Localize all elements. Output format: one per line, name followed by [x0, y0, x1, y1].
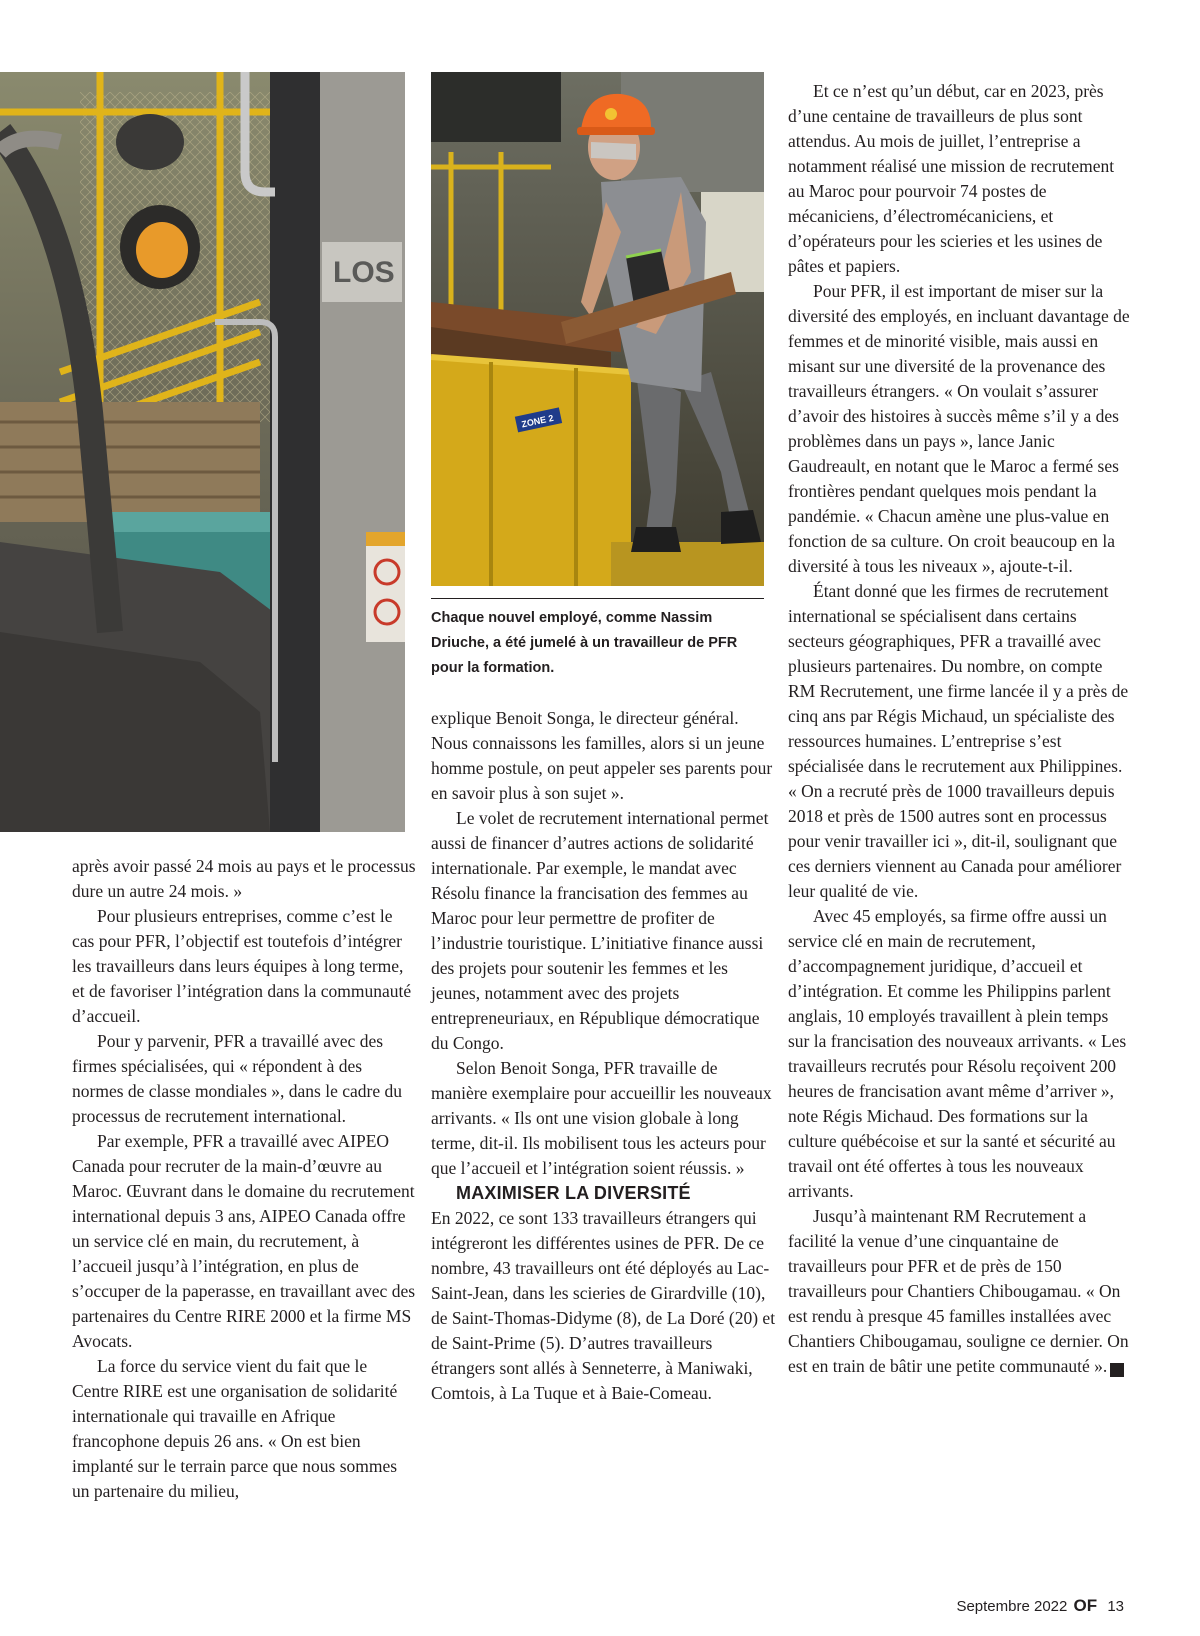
section-heading: MAXIMISER LA DIVERSITÉ — [456, 1183, 691, 1203]
page-number: 13 — [1107, 1598, 1124, 1615]
paragraph: Par exemple, PFR a travaillé avec AIPEO Canada pour recruter de la main-d’œuvre au Maroc. Œuvrant dans le domaine du recrutement international depuis 3 ans, AIPEO Canada offre un service clé en main, du recrutement, à l’accueil jusqu’à l’intégration, en plus de s’occuper de la paperasse, en travaillant avec des partenaires du Centre RIRE 2000 et la firme MS Avocats. — [72, 1131, 416, 1351]
paragraph: La force du service vient du fait que le Centre RIRE est une organisation de solidarité internationale qui travaille en Afrique francophone depuis 26 ans. « On est bien implanté sur le terrain parce que nous sommes un partenaire du milieu, — [72, 1356, 398, 1501]
end-of-article-icon: OF — [1110, 1363, 1124, 1377]
paragraph: Étant donné que les firmes de recrutement international se spécialisent dans certains secteurs géographiques, PFR a travaillé avec plusieurs partenaires. Du nombre, on compte RM Recrutement, une firme lancée il y a près de cinq ans par Régis Michaud, un spécialiste des ressources humaines. L’entreprise s’est spécialisée dans le recrutement aux Philippines. « On a recruté près de 1000 travailleurs depuis 2018 et près de 1500 autres sont en processus pour venir travailler ici », dit-il, soulignant que ces derniers viennent au Canada pour améliorer leur qualité de vie. — [788, 581, 1129, 901]
paragraph: Pour y parvenir, PFR a travaillé avec des firmes spécialisées, qui « répondent à des normes de classe mondiales », dans le cadre du processus de recrutement international. — [72, 1031, 402, 1126]
forklift-sign-text: LOS — [333, 256, 395, 289]
forklift-photo-graphic — [0, 72, 405, 832]
column-3 — [788, 79, 1148, 1379]
magazine-name: OF — [1073, 1596, 1098, 1615]
paragraph: Pour plusieurs entreprises, comme c’est le cas pour PFR, l’objectif est toutefois d’intégrer les travailleurs dans leurs équipes à long terme, et de favoriser l’intégration dans la communauté d’accueil. — [72, 906, 412, 1026]
paragraph: explique Benoit Songa, le directeur général. Nous connaissons les familles, alors si un jeune homme postule, on peut appeler ses parents pour en savoir plus à son sujet ». — [431, 708, 773, 803]
paragraph-last — [788, 1204, 1148, 1379]
paragraph: Avec 45 employés, sa firme offre aussi un service clé en main de recrutement, d’accompagnement juridique, d’accueil et d’intégration. Et comme les Philippins parlent anglais, 10 employés travaillent à plein temps sur la francisation des nouveaux arrivants. « Les travailleurs recrutés pour Résolu reçoivent 200 heures de francisation avant même d’arriver », note Régis Michaud. Des formations sur la culture québécoise et sur la santé et sécurité au travail ont été offertes à tous les nouveaux arrivants. — [788, 906, 1127, 1201]
paragraph: Selon Benoit Songa, PFR travaille de manière exemplaire pour accueillir les nouveaux arrivants. « Ils ont une vision globale à long terme, dit-il. Ils mobilisent tous les acteurs pour que l’accueil et l’intégration soient réussis. » — [431, 1058, 772, 1178]
page-folio — [956, 1596, 1124, 1617]
paragraph: En 2022, ce sont 133 travailleurs étrangers qui intégreront les différentes usines de PFR. De ce nombre, 43 travailleurs ont été déployés au Lac-Saint-Jean, dans les scieries de Girardville (10), de Saint-Thomas-Didyme (8), de La Doré (20) et de Saint-Prime (5). D’autres travailleurs étrangers sont allés à Senneterre, à Maniwaki, Comtois, à La Tuque et à Baie-Comeau. — [431, 1208, 776, 1403]
paragraph: après avoir passé 24 mois au pays et le processus dure un autre 24 mois. » — [72, 856, 416, 901]
column-2 — [431, 706, 776, 1406]
column-1 — [72, 854, 417, 1504]
photo-caption: Chaque nouvel employé, comme Nassim Driuche, a été jumelé à un travailleur de PFR pour la formation. — [431, 610, 738, 676]
paragraph: Pour PFR, il est important de miser sur la diversité des employés, en incluant davantage de femmes et de minorité visible, mais aussi en misant sur une diversité de la provenance des travailleurs étrangers. « On voulait s’assurer d’avoir des histoires à succès même s’il y a des problèmes dans un pays », lance Janic Gaudreault, en notant que le Maroc a fermé ses frontières pendant quelques mois pendant la pandémie. « Chacun amène une plus-value en fonction de sa culture. On croit beaucoup en la diversité à tous les niveaux », ajoute-t-il. — [788, 281, 1130, 576]
paragraph: Le volet de recrutement international permet aussi de financer d’autres actions de solidarité internationale. Par exemple, le mandat avec Résolu finance la francisation des femmes au Maroc pour leur permettre de profiter de l’industrie touristique. L’initiative finance aussi des projets pour soutenir les femmes et les jeunes, notamment avec des projets entrepreneuriaux, en République démocratique du Congo. — [431, 808, 769, 1053]
issue-date: Septembre 2022 — [956, 1598, 1068, 1615]
paragraph-text: Jusqu’à maintenant RM Recrutement a facilité la venue d’une cinquantaine de travailleurs pour PFR et de près de 150 travailleurs pour Chantiers Chibougamau. « On est rendu à presque 45 familles installées avec Chantiers Chibougamau, souligne ce dernier. On est en train de bâtir une petite communauté ». — [788, 1206, 1129, 1376]
forklift-photo — [0, 72, 405, 832]
paragraph: Et ce n’est qu’un début, car en 2023, près d’une centaine de travailleurs de plus sont attendus. Au mois de juillet, l’entreprise a notamment réalisé une mission de recrutement au Maroc pour pourvoir 74 postes de mécaniciens, d’électromécaniciens, et d’opérateurs pour les scieries et les usines de pâtes et papiers. — [788, 81, 1115, 276]
worker-sign-text: ZONE 2 — [520, 412, 555, 430]
worker-photo-graphic — [431, 72, 764, 586]
caption-rule — [431, 598, 764, 599]
worker-photo — [431, 72, 764, 586]
